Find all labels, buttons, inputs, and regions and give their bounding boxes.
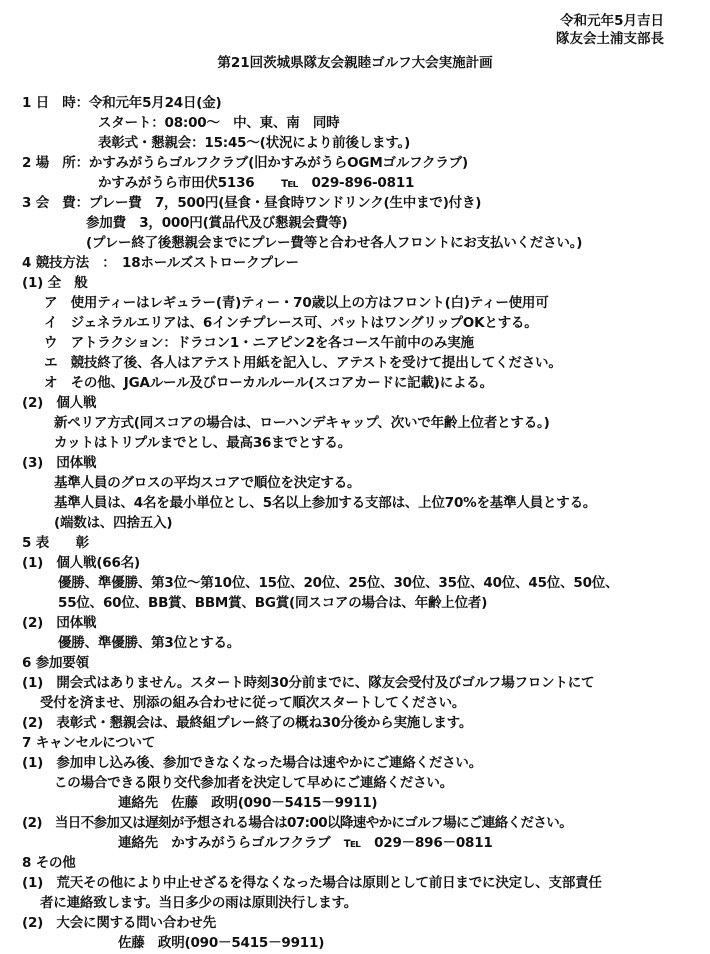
header-date: 令和元年5月吉日 <box>560 13 664 29</box>
awards-individual-list-1: 優勝、準優勝、第3位～第10位、15位、20位、25位、30位、35位、40位、45位、50位、 <box>58 575 619 591</box>
section-6-participation: 6 参加要領 <box>22 655 89 671</box>
rule-a-line: ア 使用ティーはレギュラー(青)ティー・70歳以上の方はフロント(白)ティー使用可 <box>44 295 549 311</box>
payment-note-line: (プレー終了後懇親会までにプレー費等と合わせ各人フロントにお支払いください。) <box>86 235 583 251</box>
ceremony-time-line: 表彰式・懇親会：15:45～(状況により前後します。) <box>98 135 411 151</box>
rule-e-line: エ 競技終了後、各人はアテスト用紙を記入し、アテストを受けて提出してください。 <box>44 355 562 371</box>
participation-fee-line: 参加費 3，000円(賞品代及び懇親会費等) <box>86 215 348 231</box>
reception-line-1: (1) 開会式はありません。スタート時刻30分前までに、隊友会受付及びゴルフ場フロントにて <box>22 675 595 691</box>
document-title: 第21回茨城県隊友会親睦ゴルフ大会実施計画 <box>217 55 493 71</box>
section-2-venue: 2 場 所：かすみがうらゴルフクラブ(旧かすみがうらOGMゴルフクラブ) <box>22 155 468 171</box>
cancel-rule-1: (1) 参加申し込み後、参加できなくなった場合は速やかにご連絡ください。 <box>22 755 483 771</box>
venue-address-line: かすみがうら市田伏5136 ℡ 029-896-0811 <box>98 175 415 191</box>
awards-individual-list-2: 55位、60位、BB賞、BBM賞、BG賞(同スコアの場合は、年齢上位者) <box>58 595 488 611</box>
subsection-individual: (2) 個人戦 <box>22 395 97 411</box>
rule-o-line: オ その他、JGAルール及びローカルルール(スコアカードに記載)による。 <box>44 375 493 391</box>
rule-i-line: イ ジェネラルエリアは、6インチプレース可、パットはワングリップOKとする。 <box>44 315 538 331</box>
reception-line-2: 受付を済ませ、別添の組み合わせに従って順次スタートしてください。 <box>40 695 466 711</box>
awards-individual-heading: (1) 個人戦(66名) <box>22 555 140 571</box>
team-member-line: 基準人員は、4名を最小単位とし、5名以上参加する支部は、上位70%を基準人員とする。 <box>54 495 597 511</box>
contact-golf-club-line: 連絡先 かすみがうらゴルフクラブ ℡ 029－896－0811 <box>118 835 493 851</box>
weather-rule-line-1: (1) 荒天その他により中止せざるを得なくなった場合は原則として前日までに決定し、支部責任 <box>22 875 602 891</box>
header-block <box>556 12 664 48</box>
section-1-datetime: 1 日 時：令和元年5月24日(金) <box>22 95 222 111</box>
rounding-note-line: (端数は、四捨五入) <box>54 515 173 531</box>
section-3-fee: 3 会 費：プレー費 7，500円(昼食・昼食時ワンドリンク(生中まで)付き) <box>22 195 482 211</box>
inquiry-heading: (2) 大会に関する問い合わせ先 <box>22 915 217 931</box>
section-7-cancellation: 7 キャンセルについて <box>22 735 156 751</box>
subsection-team: (3) 団体戦 <box>22 455 97 471</box>
rule-u-line: ウ アトラクション：ドラコン1・ニアピン2を各コース午前中のみ実施 <box>44 335 474 351</box>
awards-team-line: 優勝、準優勝、第3位とする。 <box>58 635 241 651</box>
cancel-rule-2: (2) 当日不参加又は遅刻が予想される場合は07:00以降速やかにゴルフ場にご連絡ください。 <box>22 815 573 831</box>
inquiry-contact-line: 佐藤 政明(090－5415－9911) <box>118 935 325 951</box>
section-5-awards: 5 表 彰 <box>22 535 89 551</box>
start-time-line: スタート：08:00～ 中、東、南 同時 <box>98 115 340 131</box>
subsection-general: (1) 全 般 <box>22 275 88 291</box>
section-4-format: 4 競技方法 ： 18ホールズストロークプレー <box>22 255 299 271</box>
contact-sato-line: 連絡先 佐藤 政明(090－5415－9911) <box>118 795 378 811</box>
ceremony-start-line: (2) 表彰式・懇親会は、最終組プレー終了の概ね30分後から実施します。 <box>22 715 473 731</box>
weather-rule-line-2: 者に連絡致します。当日多少の雨は原則決行します。 <box>40 895 358 911</box>
cancel-substitute-line: この場合できる限り交代参加者を決定して早めにご連絡ください。 <box>54 775 453 791</box>
cut-rule-line: カットはトリプルまでとし、最高36までとする。 <box>54 435 352 451</box>
team-score-line: 基準人員のグロスの平均スコアで順位を決定する。 <box>54 475 361 491</box>
peoria-method-line: 新ペリア方式(同スコアの場合は、ローハンデキャップ、次いで年齢上位者とする。) <box>54 415 550 431</box>
header-org: 隊友会土浦支部長 <box>556 31 664 47</box>
section-8-other: 8 その他 <box>22 855 76 871</box>
awards-team-heading: (2) 団体戦 <box>22 615 97 631</box>
